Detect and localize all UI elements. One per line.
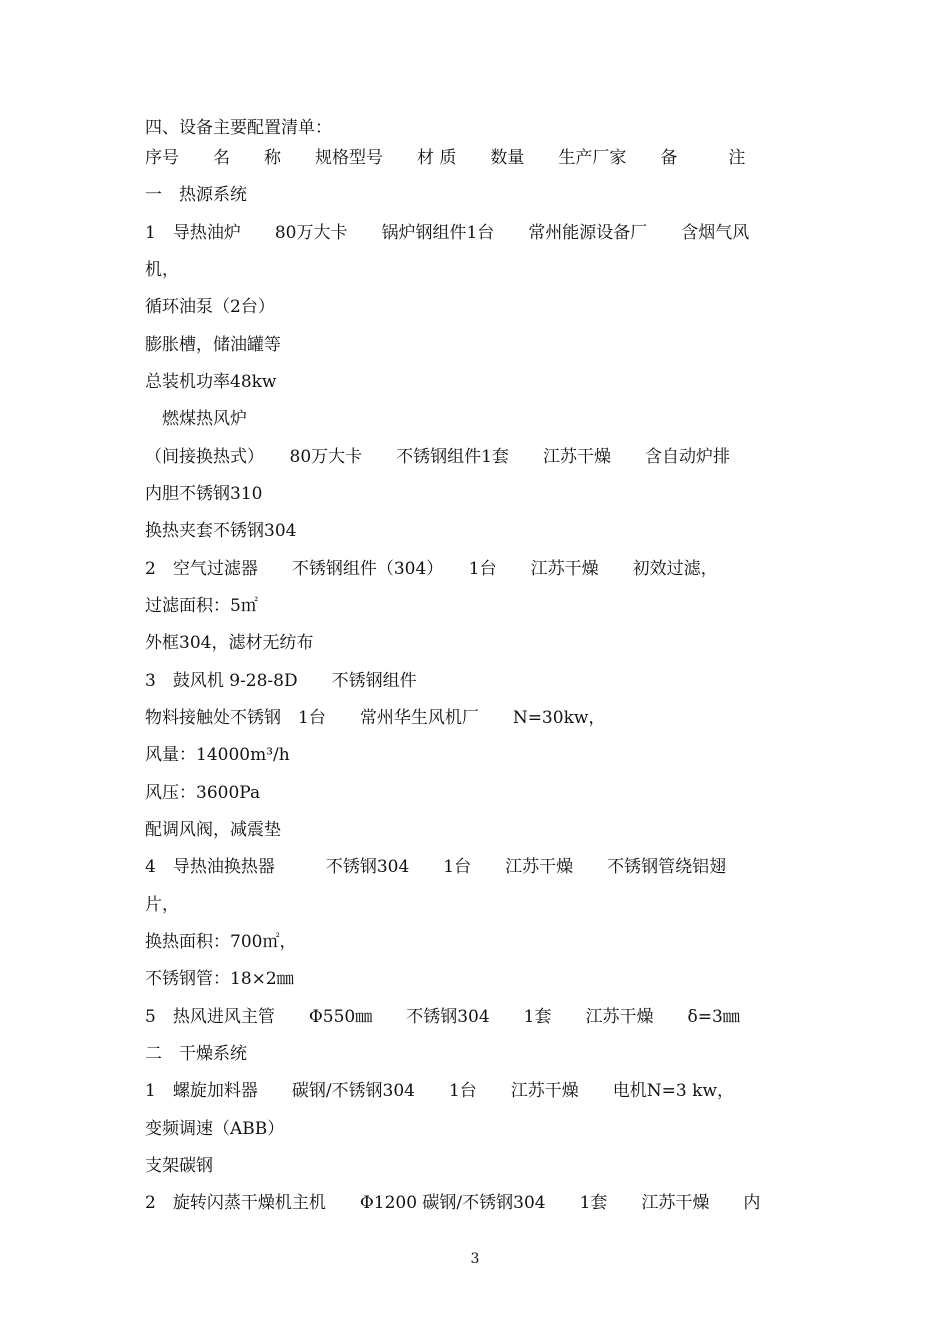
text-line: 5 热风进风主管 Φ550㎜ 不锈钢304 1套 江苏干燥 δ=3㎜: [145, 1007, 740, 1027]
text-line: 配调风阀，减震垫: [145, 820, 281, 840]
text-line: 片，: [145, 895, 179, 915]
text-line: 风压：3600Pa: [145, 783, 261, 803]
text-line: 变频调速（ABB）: [145, 1119, 285, 1139]
section-heading: 四、设备主要配置清单：: [145, 118, 332, 138]
text-line: 2 旋转闪蒸干燥机主机 Φ1200 碳钢/不锈钢304 1套 江苏干燥 内: [145, 1193, 761, 1213]
text-line: 过滤面积：5㎡: [145, 596, 258, 616]
group-heading: 一 热源系统: [145, 185, 247, 205]
text-line: 1 导热油炉 80万大卡 锅炉钢组件1台 常州能源设备厂 含烟气风: [145, 223, 750, 243]
text-line: 换热夹套不锈钢304: [145, 521, 297, 541]
text-line: 3 鼓风机 9-28-8D 不锈钢组件: [145, 671, 417, 691]
text-line: 外框304，滤材无纺布: [145, 633, 314, 653]
text-line: 4 导热油换热器 不锈钢304 1台 江苏干燥 不锈钢管绕铝翅: [145, 857, 727, 877]
table-header: 序号 名 称 规格型号 材 质 数量 生产厂家 备 注: [145, 148, 746, 168]
group-heading: 二 干燥系统: [145, 1044, 247, 1064]
text-line: 总装机功率48kw: [145, 372, 277, 392]
text-line: （间接换热式） 80万大卡 不锈钢组件1套 江苏干燥 含自动炉排: [145, 447, 730, 467]
text-line: 膨胀槽，储油罐等: [145, 335, 281, 355]
text-line: 循环油泵（2台）: [145, 297, 275, 317]
text-line: 支架碳钢: [145, 1156, 213, 1176]
text-line: 不锈钢管：18×2㎜: [145, 969, 294, 989]
text-line: 2 空气过滤器 不锈钢组件（304） 1台 江苏干燥 初效过滤，: [145, 559, 718, 579]
text-line: 物料接触处不锈钢 1台 常州华生风机厂 N=30kw，: [145, 708, 606, 728]
page-number: 3: [470, 1251, 480, 1267]
text-line: 风量：14000m³/h: [145, 745, 290, 765]
text-line: 燃煤热风炉: [145, 409, 247, 429]
text-line: 内胆不锈钢310: [145, 484, 263, 504]
text-line: 机，: [145, 260, 179, 280]
text-line: 换热面积：700㎡，: [145, 932, 297, 952]
text-line: 1 螺旋加料器 碳钢/不锈钢304 1台 江苏干燥 电机N=3 kw，: [145, 1081, 734, 1101]
